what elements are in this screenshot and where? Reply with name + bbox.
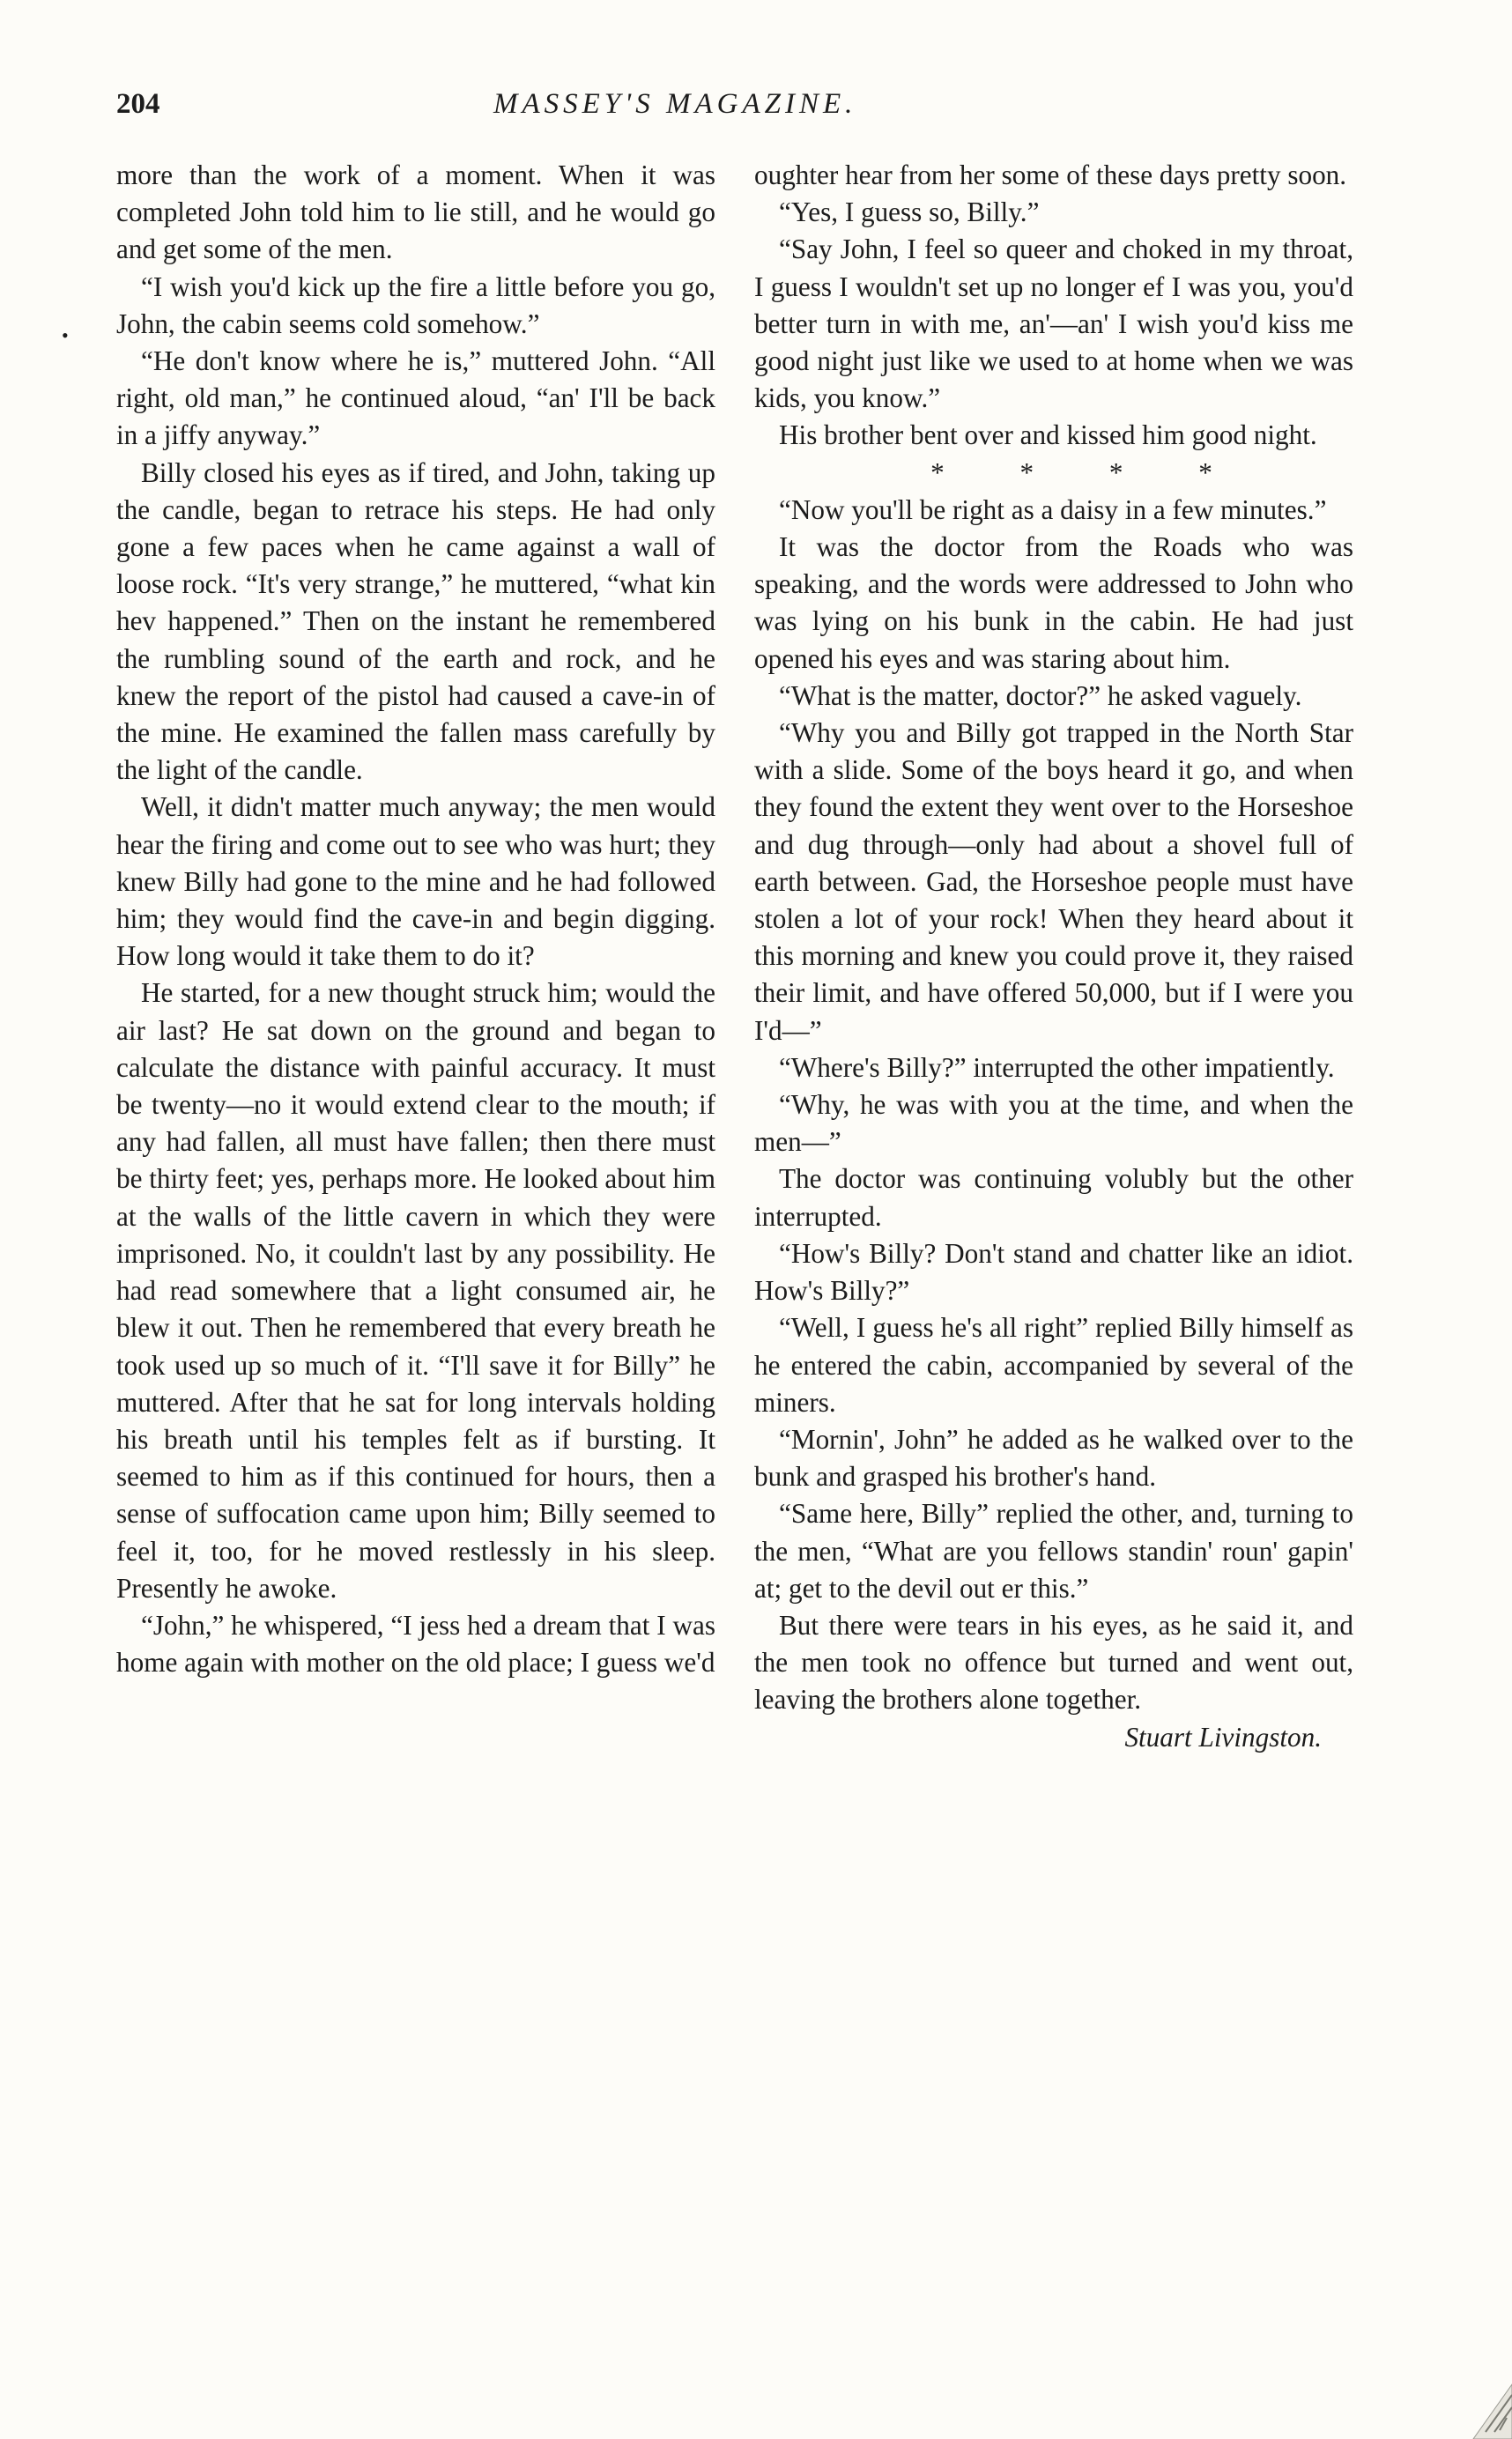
paragraph: “Say John, I feel so queer and choked in my throat, I guess I wouldn't set up no longer ef I was you, you'd better turn in with me, an'—an' I wish you'd kiss me good night just like we used to at home when we was kids, you know.” bbox=[754, 234, 1353, 414]
author-signature: Stuart Livingston. bbox=[1124, 1721, 1322, 1753]
paragraph: He started, for a new thought struck him; would the air last? He sat down on the ground and began to calculate the distance with painful accuracy. It must be twenty—no it would extend clear to the mouth; if any had fallen, all must have fallen; then there must be thirty feet; yes, perhaps more. He looked about him at the walls of the little cavern in which they were imprisoned. No, it couldn't last by any possibility. He had read somewhere that a light consumed air, he blew it out. Then he remembered that every breath he took used up so much of it. “I'll save it for Billy” he muttered. After that he sat for long intervals holding his breath until his temples felt as if bursting. It seemed to him as if this continued for hours, then a sense of suffocation came upon him; Billy seemed to feel it, too, for he moved restlessly in his sleep. Presently he awoke. bbox=[116, 977, 715, 1604]
paragraph: Well, it didn't matter much anyway; the men would hear the firing and come out to see who was hurt; they knew Billy had gone to the mine and he had followed him; they would find the cave-in and begin digging. How long would it take them to do it? bbox=[116, 791, 715, 972]
section-break: * * * * bbox=[930, 456, 1212, 488]
paragraph: His brother bent over and kissed him good night. bbox=[779, 419, 1317, 451]
paragraph: But there were tears in his eyes, as he said it, and the men took no offence but turned and went out, leaving the brothers alone together. bbox=[754, 1609, 1353, 1716]
paragraph: “Well, I guess he's all right” replied Billy himself as he entered the cabin, accompanied by several of the miners. bbox=[754, 1312, 1353, 1418]
paragraph: The doctor was continuing volubly but the other interrupted. bbox=[754, 1163, 1353, 1232]
paragraph: “How's Billy? Don't stand and chatter like an idiot. How's Billy?” bbox=[754, 1237, 1353, 1307]
page-number: 204 bbox=[116, 88, 160, 120]
left-column bbox=[116, 157, 715, 1681]
paragraph: “He don't know where he is,” muttered John. “All right, old man,” he continued aloud, “an' I'll be back in a jiffy anyway.” bbox=[116, 345, 715, 451]
scan-corner-artifact-icon bbox=[1456, 2377, 1512, 2439]
paragraph: “What is the matter, doctor?” he asked vaguely. bbox=[779, 679, 1302, 711]
paragraph: “Yes, I guess so, Billy.” bbox=[779, 196, 1040, 228]
running-title: MASSEY'S MAGAZINE. bbox=[493, 88, 857, 120]
paragraph: “Why you and Billy got trapped in the North Star with a slide. Some of the boys heard it go, and when they found the extent they went over to the Horseshoe and dug through—only had about a shovel full of earth between. Gad, the Horseshoe people must have stolen a lot of your rock! When they heard about it this morning and knew you could prove it, they raised their limit, and have offered 50,000, but if I were you I'd—” bbox=[754, 717, 1353, 1046]
paragraph: “Now you'll be right as a daisy in a few minutes.” bbox=[779, 493, 1327, 525]
margin-mark: • bbox=[62, 324, 69, 346]
paragraph: “I wish you'd kick up the fire a little before you go, John, the cabin seems cold somehow.” bbox=[116, 271, 715, 339]
paragraph: It was the doctor from the Roads who was speaking, and the words were addressed to John who was lying on his bunk in the cabin. He had just opened his eyes and was staring about him. bbox=[754, 531, 1353, 674]
paragraph: “John,” he whispered, “I jess hed a dream that I was home again with mother on the old place; I guess we'd bbox=[116, 1609, 715, 1679]
paragraph: oughter hear from her some of these days pretty soon. bbox=[754, 159, 1347, 190]
paragraph: “Mornin', John” he added as he walked over to the bunk and grasped his brother's hand. bbox=[754, 1423, 1353, 1493]
paragraph: “Where's Billy?” interrupted the other impatiently. bbox=[779, 1051, 1335, 1083]
page-header bbox=[0, 88, 1512, 132]
paragraph: “Same here, Billy” replied the other, and, turning to the men, “What are you fellows standin' roun' gapin' at; get to the devil out er this.” bbox=[754, 1498, 1353, 1604]
right-column bbox=[754, 157, 1353, 1756]
paragraph: more than the work of a moment. When it was completed John told him to lie still, and he would go and get some of the men. bbox=[116, 159, 715, 265]
paragraph: Billy closed his eyes as if tired, and John, taking up the candle, began to retrace his steps. He had only gone a few paces when he came against a wall of loose rock. “It's very strange,” he muttered, “what kin hev happened.” Then on the instant he remembered the rumbling sound of the earth and rock, and he knew the report of the pistol had caused a cave-in of the mine. He examined the fallen mass carefully by the light of the candle. bbox=[116, 456, 715, 786]
paragraph: “Why, he was with you at the time, and when the men—” bbox=[754, 1089, 1353, 1158]
